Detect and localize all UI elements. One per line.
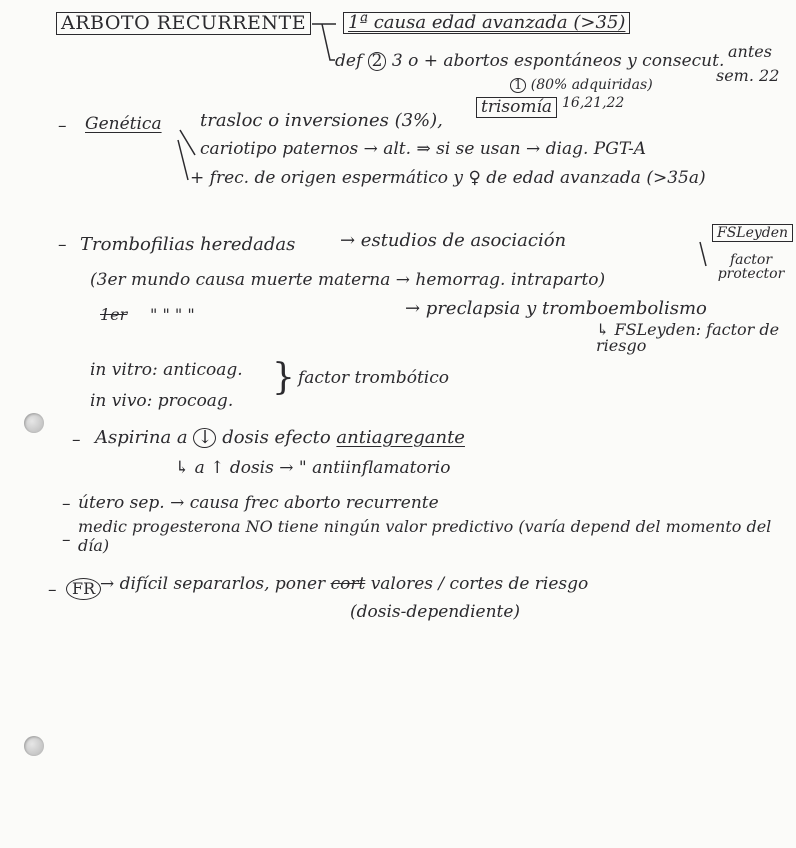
genetica-line2: cariotipo paternos → alt. ⇒ si se usan → diag. PGT-A: [200, 139, 646, 159]
bullet-medic: –: [62, 530, 71, 550]
trombofilias-line3-prefix: 1er: [100, 305, 128, 324]
fr-line1-text: → difícil separarlos, poner: [100, 574, 326, 594]
aspirina-part3: antiagregante: [336, 427, 465, 448]
def-right2: sem. 22: [716, 66, 780, 85]
punch-hole-bottom: [24, 736, 44, 756]
vivo-line: in vivo: procoag.: [90, 391, 234, 411]
trombofilias-line3: → preclapsia y tromboembolismo: [405, 298, 707, 319]
def-prefix: def: [335, 51, 363, 71]
genetica-label: Genética: [85, 114, 162, 134]
bullet-genetica: –: [58, 116, 67, 136]
down-arrow-icon: ↓: [193, 428, 216, 448]
utero-line: útero sep. → causa frec aborto recurrente: [78, 493, 439, 513]
fr-line2: (dosis-dependiente): [350, 602, 521, 622]
trombofilias-line4: ↳ FSLeyden: factor de riesgo: [596, 320, 780, 355]
fsleyden-box: FSLeyden: [712, 224, 793, 242]
def-right1: antes: [728, 42, 772, 61]
vitro-brace: }: [272, 357, 295, 398]
trombofilias-line1: → estudios de asociación: [340, 230, 567, 251]
aspirina-part1: Aspirina a: [95, 427, 188, 448]
def-sub-num: 1: [510, 78, 526, 93]
fr-struck: cort: [330, 574, 366, 594]
genetica-line3: + frec. de origen espermático y ♀ de edad avanzada (>35a): [190, 168, 706, 188]
def-line: [335, 52, 724, 71]
bullet-fr: –: [48, 580, 57, 600]
genetica-line1: trasloc o inversiones (3%),: [200, 110, 443, 131]
bullet-utero: –: [62, 494, 71, 514]
protector-label: factor protector: [717, 252, 785, 282]
trombofilias-label: Trombofilias heredadas: [80, 234, 296, 255]
aspirina-part2: dosis efecto: [222, 427, 331, 448]
def-text: 3 o + abortos espontáneos y consecut.: [391, 51, 725, 71]
trisomia-nums: 16,21,22: [562, 95, 625, 111]
fr-line1: [100, 576, 588, 593]
vitro-line: in vitro: anticoag.: [90, 360, 243, 380]
def-sub: [510, 78, 653, 93]
def-sub-text: (80% adquiridas): [530, 77, 653, 93]
vitro-bracket-label: factor trombótico: [298, 368, 449, 388]
cause-box: 1ª causa edad avanzada (>35): [343, 12, 630, 34]
trombofilias-line3-ditto: " " " ": [150, 305, 195, 324]
bullet-trombofilias: –: [58, 235, 67, 255]
fr-line1-text2: valores / cortes de riesgo: [370, 574, 589, 594]
fr-badge: FR: [66, 578, 101, 600]
title: ARBOTO RECURRENTE: [56, 12, 311, 35]
punch-hole-top: [24, 413, 44, 433]
medic-line: medic progesterona NO tiene ningún valor predictivo (varía depend del momento del día): [78, 517, 772, 556]
aspirina-line1: [95, 428, 465, 448]
def-num: 2: [368, 52, 387, 71]
trombofilias-line2: (3er mundo causa muerte materna → hemorrag. intraparto): [90, 270, 606, 290]
trisomia-box: trisomía: [476, 97, 557, 118]
bullet-aspirina: –: [72, 430, 81, 450]
aspirina-line2: ↳ a ↑ dosis → " antiinflamatorio: [175, 458, 451, 478]
